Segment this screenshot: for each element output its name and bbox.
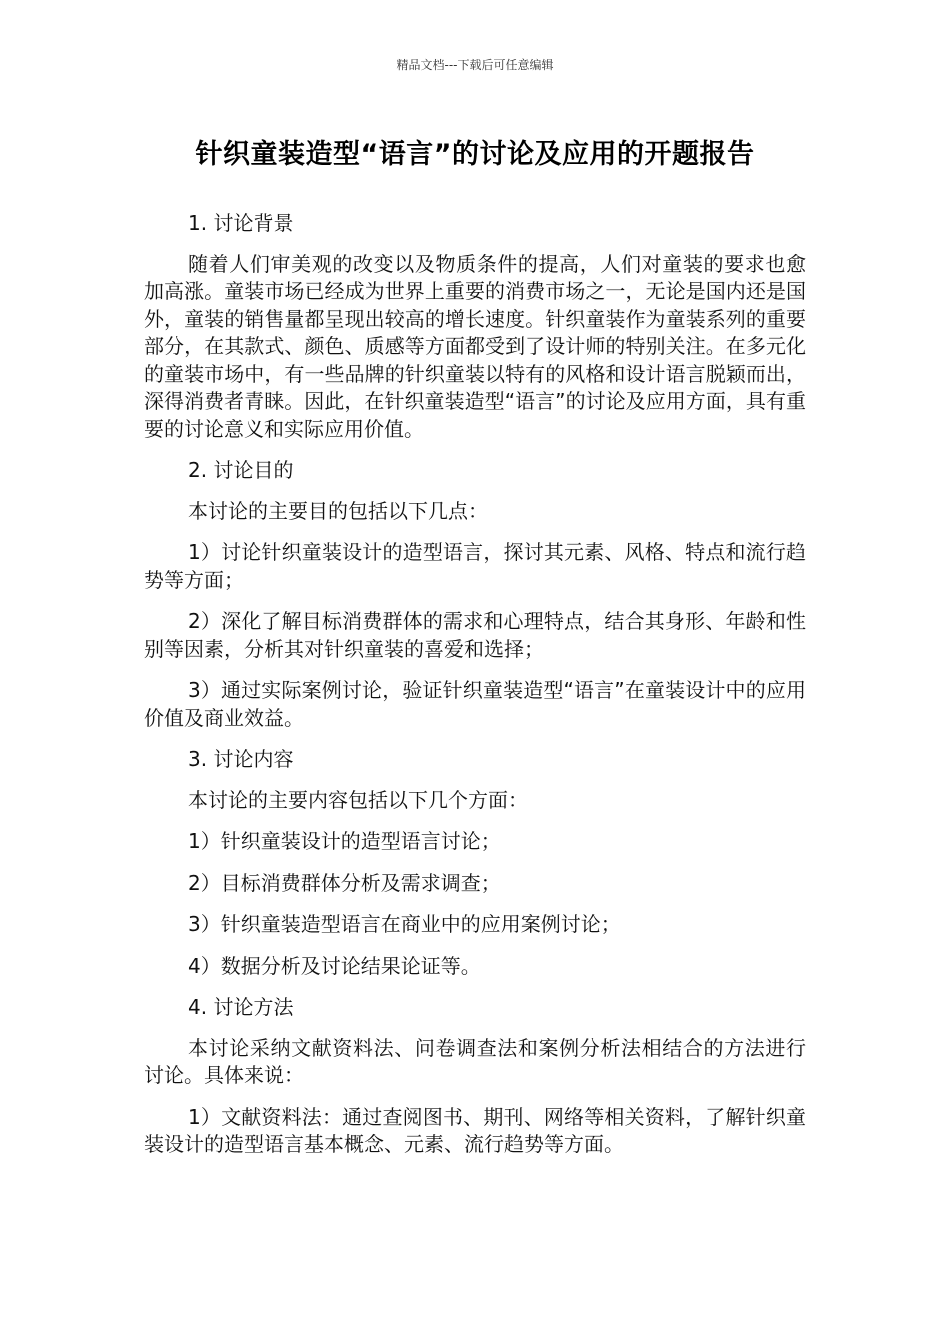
- section-heading-purpose: 2. 讨论目的: [188, 458, 294, 482]
- list-item-purpose-1: 1）讨论针织童装设计的造型语言，探讨其元素、风格、特点和流行趋势等方面；: [144, 540, 806, 592]
- section-heading-background: 1. 讨论背景: [188, 211, 294, 235]
- list-item-content-3: 3）针织童装造型语言在商业中的应用案例讨论；: [188, 912, 621, 936]
- list-item-method-1: 1）文献资料法：通过查阅图书、期刊、网络等相关资料，了解针织童装设计的造型语言基本概念、元素、流行趋势等方面。: [144, 1104, 806, 1156]
- paragraph-background: 随着人们审美观的改变以及物质条件的提高，人们对童装的要求也愈加高涨。童装市场已经成为世界上重要的消费市场之一，无论是国内还是国外，童装的销售量都呈现出较高的增长速度。针织童装作为童装系列的重要部分，在其款式、颜色、质感等方面都受到了设计师的特别关注。在多元化的童装市场中，有一些品牌的针织童装以特有的风格和设计语言脱颖而出，深得消费者青睐。因此，在针织童装造型“语言”的讨论及应用方面，具有重要的讨论意义和实际应用价值。: [144, 251, 806, 441]
- list-item-content-4: 4）数据分析及讨论结果论证等。: [188, 953, 481, 978]
- header-note: 精品文档---下载后可任意编辑: [396, 58, 554, 72]
- section-heading-method: 4. 讨论方法: [188, 995, 294, 1019]
- list-item-purpose-2: 2）深化了解目标消费群体的需求和心理特点，结合其身形、年龄和性别等因素，分析其对针织童装的喜爱和选择；: [144, 609, 806, 661]
- section-heading-content: 3. 讨论内容: [188, 747, 294, 771]
- list-item-purpose-3: 3）通过实际案例讨论，验证针织童装造型“语言”在童装设计中的应用价值及商业效益。: [144, 678, 806, 730]
- paragraph-purpose-intro: 本讨论的主要目的包括以下几点：: [188, 498, 488, 523]
- list-item-content-1: 1）针织童装设计的造型语言讨论；: [188, 829, 501, 853]
- document-title: 针织童装造型“语言”的讨论及应用的开题报告: [195, 139, 755, 170]
- paragraph-content-intro: 本讨论的主要内容包括以下几个方面：: [188, 787, 528, 812]
- paragraph-method-intro: 本讨论采纳文献资料法、问卷调查法和案例分析法相结合的方法进行讨论。具体来说：: [144, 1035, 806, 1087]
- list-item-content-2: 2）目标消费群体分析及需求调查；: [188, 870, 501, 895]
- document-body: [144, 210, 806, 1173]
